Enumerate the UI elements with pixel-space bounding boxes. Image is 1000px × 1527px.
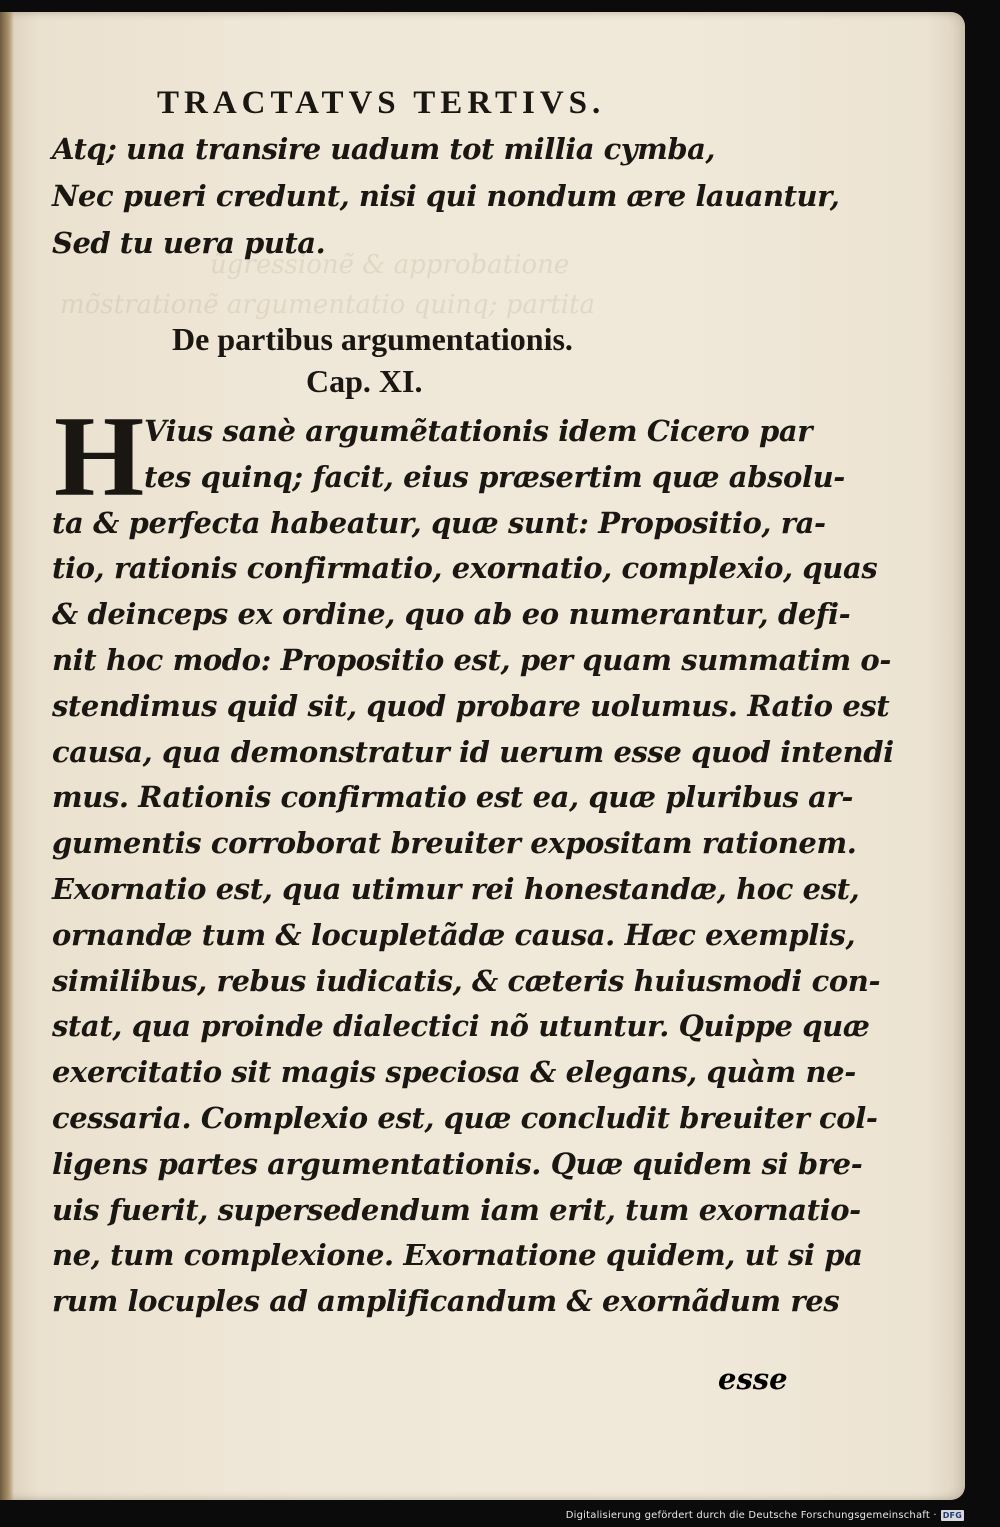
verse-line: Sed tu uera puta. <box>52 226 326 260</box>
show-through-text: ũgressionẽ & approbatione <box>210 250 570 280</box>
dfg-logo-icon: DFG <box>942 1511 962 1520</box>
text-line: Exornatio est, qua utimur rei honestandæ, hoc est, <box>52 871 860 906</box>
drop-cap: H <box>54 393 144 521</box>
page-gutter <box>0 12 14 1500</box>
text-line: ornandæ tum & locupletãdæ causa. Hæc exemplis, <box>52 917 856 952</box>
text-line: ligens partes argumentationis. Quæ quidem si bre- <box>52 1146 863 1181</box>
text-line: ta & perfecta habeatur, quæ sunt: Propositio, ra- <box>52 505 826 540</box>
text-line: stendimus quid sit, quod probare uolumus. Ratio est <box>52 688 890 723</box>
text-line: uis fuerit, supersedendum iam erit, tum exornatio- <box>52 1192 861 1227</box>
text-line: & deinceps ex ordine, quo ab eo numerantur, defi- <box>52 597 851 632</box>
catchword: esse <box>718 1362 788 1396</box>
text-line: tio, rationis confirmatio, exornatio, complexio, quas <box>52 551 878 586</box>
body-text <box>52 393 894 1325</box>
text-line: tes quinq; facit, eius præsertim quæ absolu- <box>144 459 845 494</box>
verse-block <box>52 126 840 267</box>
chapter-title: De partibus argumentationis. <box>172 321 573 357</box>
verse-line: Nec pueri credunt, nisi qui nondum ære lauantur, <box>52 179 840 213</box>
text-line: rum locuples ad amplificandum & exornãdum res <box>52 1284 840 1319</box>
show-through-text: mõstrationẽ argumentatio quinq; partita <box>60 290 595 320</box>
verse-line: Atq; una transire uadum tot millia cymba, <box>52 132 715 166</box>
text-line: exercitatio sit magis speciosa & elegans, quàm ne- <box>52 1055 856 1090</box>
text-line: ne, tum complexione. Exornatione quidem, ut si pa <box>52 1238 863 1273</box>
digitization-credit <box>566 1510 964 1521</box>
text-line: gumentis corroborat breuiter expositam rationem. <box>52 826 857 861</box>
page-text <box>52 80 894 1325</box>
credit-text: Digitalisierung gefördert durch die Deutsche Forschungsgemeinschaft · <box>565 1510 937 1521</box>
text-line: causa, qua demonstratur id uerum esse quod intendi <box>52 734 894 769</box>
text-line: nit hoc modo: Propositio est, per quam summatim o- <box>52 642 892 677</box>
running-head: TRACTATVS TERTIVS. <box>157 85 606 121</box>
text-line: mus. Rationis confirmatio est ea, quæ pluribus ar- <box>52 780 854 815</box>
text-line: similibus, rebus iudicatis, & cæteris huiusmodi con- <box>52 963 881 998</box>
text-line: cessaria. Complexio est, quæ concludit breuiter col- <box>52 1100 878 1135</box>
chapter-number: Cap. XI. <box>306 363 423 399</box>
text-line: stat, qua proinde dialectici nõ utuntur. Quippe quæ <box>52 1009 870 1044</box>
text-line: Vius sanè argumẽtationis idem Cicero par <box>144 414 813 448</box>
